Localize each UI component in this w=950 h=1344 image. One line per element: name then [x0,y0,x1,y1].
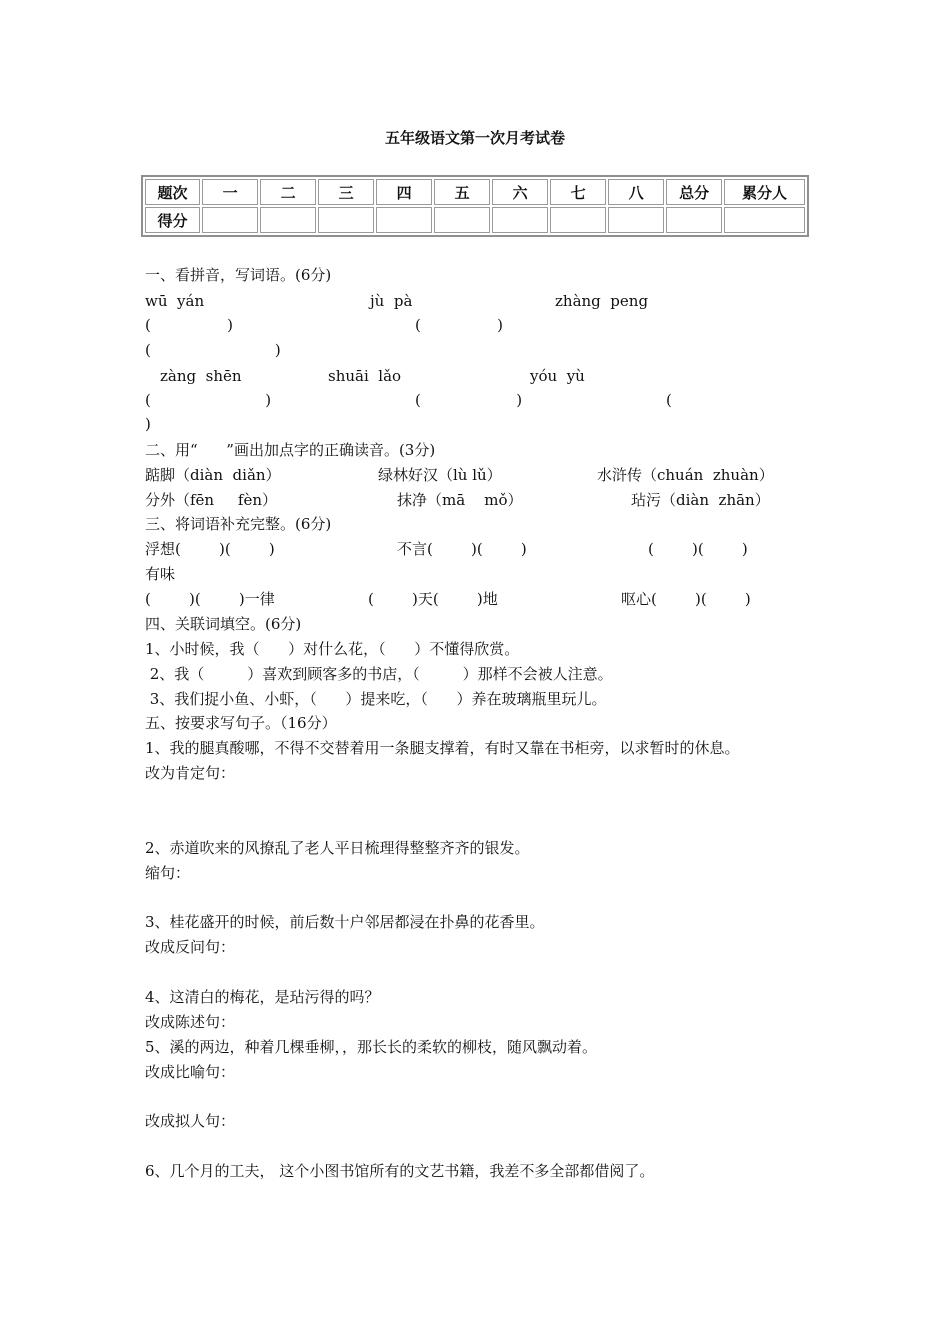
question: 5、溪的两边，种着几棵垂柳，，那长长的柔软的柳枝，随风飘动着。 [145,1038,598,1056]
score-table-score-row [145,207,805,233]
score-cell[interactable] [260,207,316,233]
pinyin-item: zàng shēn [160,367,242,385]
idiom-item: ( )天( )地 [368,590,498,608]
idiom-item: 浮想( )( ) [145,540,275,558]
pinyin-item: zhàng peng [555,292,649,310]
section-3-heading: 三、将词语补充完整。(6分) [145,515,332,533]
score-cell[interactable] [376,207,432,233]
page-title: 五年级语文第一次月考试卷 [384,129,565,147]
answer-prompt: 改为肯定句： [145,764,236,782]
idiom-item: 有味 [145,565,176,583]
answer-bracket: ( ) [145,391,272,409]
score-cell[interactable] [434,207,490,233]
answer-prompt: 缩句： [145,864,191,882]
section-5-heading: 五、按要求写句子。（16分） [145,714,337,732]
score-header-cell: 一 [202,179,258,205]
reading-item: 分外（fēn fèn） [145,491,278,509]
section-4-heading: 四、关联词填空。(6分) [145,615,302,633]
question: 6、几个月的工夫， 这个小图书馆所有的文艺书籍，我差不多全部都借阅了。 [145,1162,655,1180]
answer-bracket: ) [145,415,151,433]
question: 1、我的腿真酸哪，不得不交替着用一条腿支撑着，有时又靠在书柜旁，以求暂时的休息。 [145,739,740,757]
score-cell[interactable] [318,207,374,233]
score-cell[interactable] [666,207,722,233]
idiom-item: 呕心( )( ) [621,590,751,608]
answer-bracket: ( ) [415,391,523,409]
reading-item: 水浒传（chuán zhuàn） [597,466,774,484]
pinyin-item: shuāi lǎo [328,367,402,385]
score-header-cell: 六 [492,179,548,205]
question: 2、我（ ）喜欢到顾客多的书店，（ ）那样不会被人注意。 [145,665,613,683]
question: 2、赤道吹来的风撩乱了老人平日梳理得整整齐齐的银发。 [145,839,530,857]
score-header-cell: 总分 [666,179,722,205]
question: 3、我们捉小鱼、小虾，（ ）提来吃，（ ）养在玻璃瓶里玩儿。 [145,690,607,708]
idiom-item: ( )( )一律 [145,590,275,608]
question: 3、桂花盛开的时候，前后数十户邻居都浸在扑鼻的花香里。 [145,913,545,931]
score-cell[interactable] [492,207,548,233]
pinyin-item: wū yán [145,292,205,310]
score-header-cell: 八 [608,179,664,205]
answer-prompt: 改成拟人句： [145,1112,236,1130]
idiom-item: 不言( )( ) [397,540,527,558]
reading-item: 抹净（mā mǒ） [397,491,523,509]
idiom-item: ( )( ) [648,540,748,558]
answer-prompt: 改成比喻句： [145,1063,236,1081]
score-cell[interactable] [550,207,606,233]
reading-item: 踮脚（diàn diǎn） [145,466,281,484]
score-header-cell: 二 [260,179,316,205]
section-1-heading: 一、看拼音，写词语。(6分) [145,266,332,284]
score-header-cell: 七 [550,179,606,205]
score-header-cell: 累分人 [724,179,805,205]
pinyin-item: yóu yù [530,367,585,385]
score-cell[interactable] [202,207,258,233]
score-cell[interactable] [608,207,664,233]
score-cell[interactable] [724,207,805,233]
score-row-label: 得分 [145,207,200,233]
score-header-cell: 题次 [145,179,200,205]
answer-prompt: 改成反问句： [145,938,236,956]
reading-item: 绿林好汉（lù lǔ） [378,466,502,484]
score-table-header-row [145,179,805,205]
score-header-cell: 五 [434,179,490,205]
answer-prompt: 改成陈述句： [145,1013,236,1031]
reading-item: 玷污（diàn zhān） [631,491,770,509]
answer-bracket: ( ) [145,316,233,334]
answer-bracket: ( [666,391,672,409]
score-table [141,175,809,237]
section-2-heading: 二、用“ ”画出加点字的正确读音。(3分) [145,441,436,459]
answer-bracket: ( ) [145,341,281,359]
answer-bracket: ( ) [415,316,503,334]
score-header-cell: 四 [376,179,432,205]
question: 4、这清白的梅花，是玷污得的吗？ [145,988,380,1006]
pinyin-item: jù pà [370,292,413,310]
score-header-cell: 三 [318,179,374,205]
question: 1、小时候，我（ ）对什么花，（ ）不懂得欣赏。 [145,640,520,658]
